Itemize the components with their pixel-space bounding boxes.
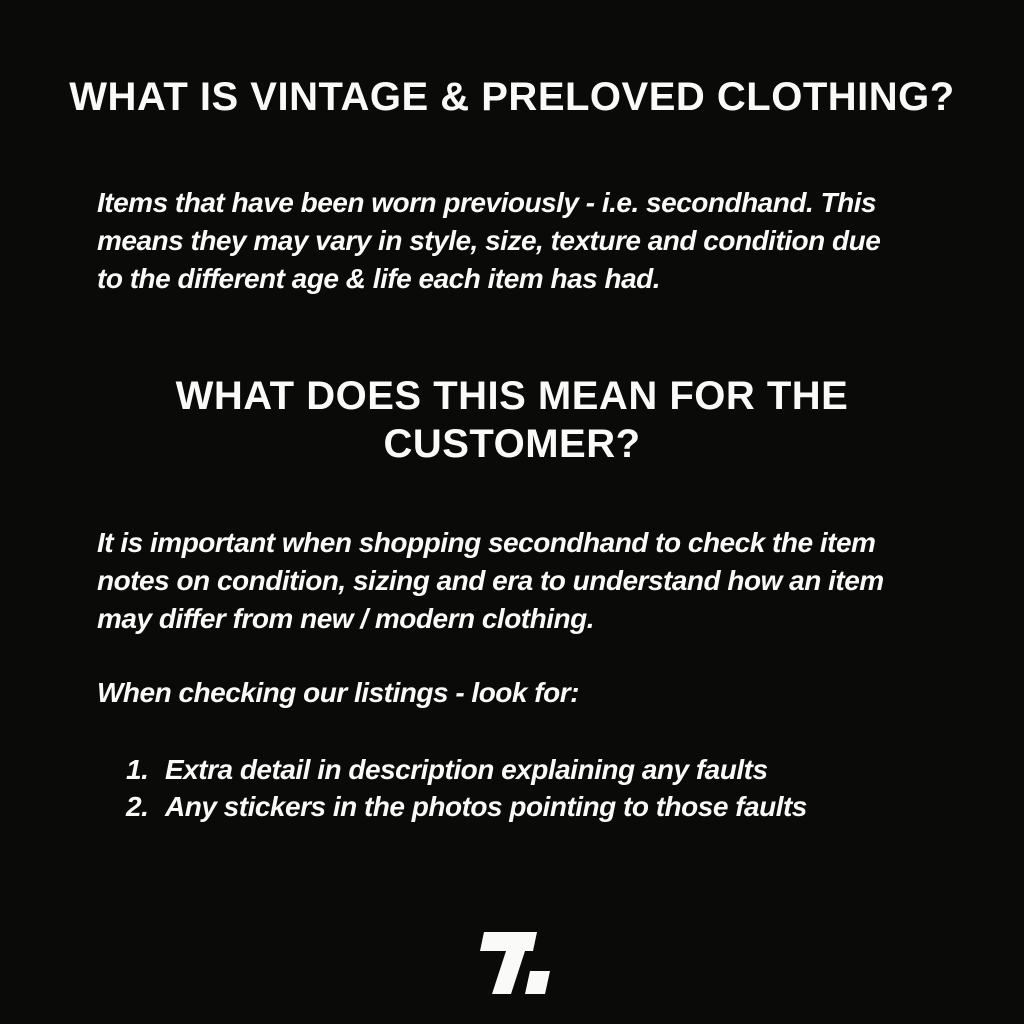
customer-info-line-1: It is important when shopping secondhand to check the item: [97, 527, 876, 558]
customer-info-line-2: notes on condition, sizing and era to understand how an item: [97, 565, 884, 596]
customer-info-paragraph: [97, 524, 964, 638]
section-title-line-2: CUSTOMER?: [383, 422, 641, 466]
checklist-item-2: [126, 788, 964, 825]
checklist-item-1-text: Extra detail in description explaining any faults: [165, 754, 768, 785]
customer-info-line-3: may differ from new / modern clothing.: [97, 603, 594, 634]
intro-line-1: Items that have been worn previously - i.e. secondhand. This: [97, 187, 877, 218]
checklist-item-1-number: 1.: [126, 754, 149, 785]
intro-paragraph: [97, 184, 964, 298]
section-title-customer: [0, 372, 1024, 468]
brand-logo-t-icon: [480, 932, 550, 994]
listings-note: When checking our listings - look for:: [97, 677, 579, 708]
page-title: WHAT IS VINTAGE & PRELOVED CLOTHING?: [69, 75, 955, 119]
intro-line-2: means they may vary in style, size, texture and condition due: [97, 225, 881, 256]
brand-logo: [480, 932, 550, 994]
section-title-line-1: WHAT DOES THIS MEAN FOR THE: [175, 374, 849, 418]
brand-logo-text: [480, 994, 481, 995]
checklist-item-2-number: 2.: [126, 791, 149, 822]
intro-line-3: to the different age & life each item has had.: [97, 263, 661, 294]
checklist-item-1: [126, 751, 964, 788]
checklist-item-2-text: Any stickers in the photos pointing to those faults: [165, 791, 807, 822]
checklist: [126, 751, 964, 825]
